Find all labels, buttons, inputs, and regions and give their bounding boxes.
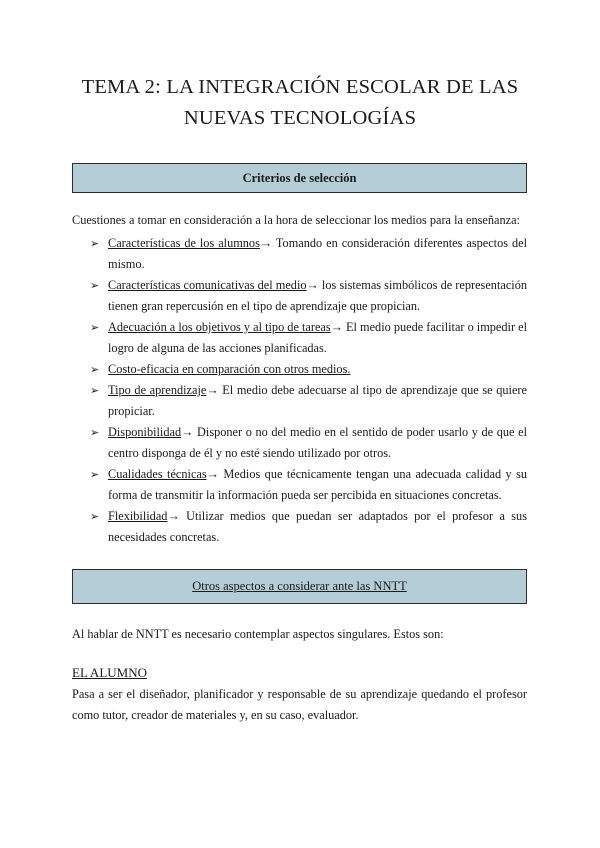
section-heading-criterios: Criterios de selección bbox=[72, 163, 527, 193]
section-heading-otros-aspectos bbox=[72, 569, 527, 604]
section-heading-otros-aspectos-text: Otros aspectos a considerar ante las NNTT bbox=[192, 579, 407, 593]
item-term: Características de los alumnos bbox=[108, 236, 260, 250]
criterios-list bbox=[90, 233, 527, 548]
item-term: Costo-eficacia en comparación con otros medios. bbox=[108, 362, 351, 376]
list-item bbox=[90, 317, 527, 359]
item-term: Cualidades técnicas bbox=[108, 467, 207, 481]
arrow-bullet-icon: ➢ bbox=[90, 321, 100, 334]
el-alumno-paragraph: Pasa a ser el diseñador, planificador y responsable de su aprendizaje quedando el profesor como tutor, creador de materiales y, en su caso, evaluador. bbox=[72, 687, 527, 722]
otros-aspectos-intro: Al hablar de NNTT es necesario contemplar aspectos singulares. Estos son: bbox=[72, 627, 444, 641]
title-line-1: TEMA 2: LA INTEGRACIÓN ESCOLAR DE LAS bbox=[81, 76, 519, 98]
item-text: → Disponer o no del medio en el sentido de poder usarlo y de que el centro disponga de él y no esté siendo utilizado por otros. bbox=[108, 425, 527, 460]
arrow-bullet-icon: ➢ bbox=[90, 363, 100, 376]
item-text: → Medios que técnicamente tengan una adecuada calidad y su forma de transmitir la información pueda ser percibida en situaciones concretas. bbox=[108, 467, 528, 502]
list-item bbox=[90, 380, 527, 422]
arrow-bullet-icon: ➢ bbox=[90, 279, 100, 292]
item-text: → Tomando en consideración diferentes aspectos del mismo. bbox=[108, 236, 527, 271]
arrow-bullet-icon: ➢ bbox=[90, 426, 100, 439]
list-item bbox=[90, 506, 527, 548]
list-item bbox=[90, 422, 527, 464]
arrow-bullet-icon: ➢ bbox=[90, 384, 100, 397]
arrow-bullet-icon: ➢ bbox=[90, 237, 100, 250]
criterios-intro: Cuestiones a tomar en consideración a la hora de seleccionar los medios para la enseñanza: bbox=[72, 213, 520, 227]
page-title bbox=[40, 72, 560, 134]
item-term: Adecuación a los objetivos y al tipo de tareas bbox=[108, 320, 331, 334]
item-text: → El medio puede facilitar o impedir el logro de alguna de las acciones planificadas. bbox=[108, 320, 527, 355]
item-text: → Utilizar medios que puedan ser adaptados por el profesor a sus necesidades concretas. bbox=[108, 509, 527, 544]
list-item bbox=[90, 233, 527, 275]
list-item bbox=[90, 359, 527, 380]
arrow-bullet-icon: ➢ bbox=[90, 468, 100, 481]
arrow-bullet-icon: ➢ bbox=[90, 510, 100, 523]
subheading-el-alumno: EL ALUMNO bbox=[72, 665, 147, 680]
item-text: → los sistemas simbólicos de representación tienen gran repercusión en el tipo de aprendizaje que propician. bbox=[108, 278, 527, 313]
item-term: Flexibilidad bbox=[108, 509, 168, 523]
item-term: Disponibilidad bbox=[108, 425, 182, 439]
item-text: → El medio debe adecuarse al tipo de aprendizaje que se quiere propiciar. bbox=[108, 383, 527, 418]
list-item bbox=[90, 275, 527, 317]
list-item bbox=[90, 464, 527, 506]
item-term: Tipo de aprendizaje bbox=[108, 383, 207, 397]
title-line-2: NUEVAS TECNOLOGÍAS bbox=[183, 107, 417, 129]
item-term: Características comunicativas del medio bbox=[108, 278, 307, 292]
